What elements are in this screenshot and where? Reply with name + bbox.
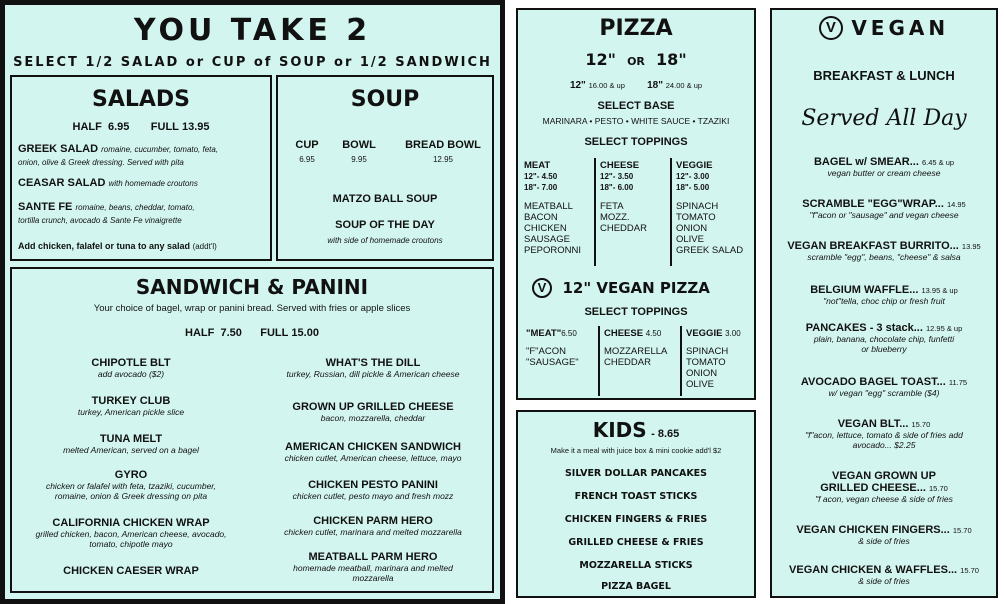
sandwich-california-chicken-wrap: CALIFORNIA CHICKEN WRAP grilled chicken, bacon, American cheese, avocado, tomato, chipotle mayo bbox=[35, 517, 227, 549]
soup-of-the-day-desc: with side of homemade croutons bbox=[327, 236, 443, 245]
vegan-breakfast-burrito: VEGAN BREAKFAST BURRITO... 13.95 scramble "egg", beans, "cheese" & salsa bbox=[787, 240, 981, 262]
vegan-pizza-col-meat: "MEAT"6.50 "F"ACON "SAUSAGE" bbox=[526, 328, 579, 368]
sandwich-whats-the-dill: WHAT'S THE DILL turkey, Russian, dill pickle & American cheese bbox=[286, 357, 460, 379]
soup-matzo-ball: MATZO BALL SOUP bbox=[332, 193, 438, 205]
sandwich-grown-up-grilled-cheese: GROWN UP GRILLED CHEESE bacon, mozzarella, cheddar bbox=[292, 401, 454, 423]
pizza-bases: MARINARA • PESTO • WHITE SAUCE • TZAZIKI bbox=[542, 116, 730, 126]
vegan-grown-up-grilled-cheese: VEGAN GROWN UP GRILLED CHEESE... 15.70 "f acon, vegan cheese & side of fries bbox=[815, 470, 953, 504]
sandwich-chicken-parm-hero: CHICKEN PARM HERO chicken cutlet, marinara and melted mozzarella bbox=[284, 515, 462, 537]
salad-item-sante-fe: SANTE FE romaine, beans, cheddar, tomato, tortilla crunch, avocado & Sante Fe vinaigrette bbox=[18, 201, 195, 225]
kids-item: GRILLED CHEESE & FRIES bbox=[568, 537, 704, 548]
vegan-heading: V VEGAN bbox=[772, 16, 996, 40]
soup-of-the-day: SOUP OF THE DAY bbox=[335, 219, 435, 231]
vegan-v-icon: V bbox=[532, 278, 552, 298]
you-take-2-subtitle: SELECT 1/2 SALAD or CUP of SOUP or 1/2 SANDWICH bbox=[13, 55, 492, 70]
salad-addon: Add chicken, falafel or tuna to any salad (addt'l) bbox=[18, 241, 217, 251]
sandwich-turkey-club: TURKEY CLUB turkey, American pickle slice bbox=[77, 395, 185, 417]
sandwich-meatball-parm-hero: MEATBALL PARM HERO homemade meatball, marinara and melted mozzarella bbox=[293, 551, 453, 583]
sandwich-prices: HALF 7.50 FULL 15.00 bbox=[185, 327, 319, 339]
salads-box bbox=[10, 75, 272, 261]
pizza-col-veggie: VEGGIE 12"- 3.00 18"- 5.00 SPINACH TOMATO ONION OLIVE GREEK SALAD bbox=[676, 160, 744, 256]
vegan-bagel-smear: BAGEL w/ SMEAR... 6.45 & up vegan butter or cream cheese bbox=[813, 156, 955, 178]
pizza-size-prices: 12" 16.00 & up 18" 24.00 & up bbox=[569, 80, 703, 91]
kids-item: MOZZARELLA STICKS bbox=[579, 560, 693, 571]
pizza-base-title: SELECT BASE bbox=[597, 100, 675, 112]
soup-size-cup: CUP 6.95 bbox=[295, 139, 319, 164]
kids-item: CHICKEN FINGERS & FRIES bbox=[564, 514, 708, 525]
pizza-sizes-heading: 12" OR 18" bbox=[585, 50, 687, 69]
soup-title: SOUP bbox=[350, 87, 420, 112]
pizza-col-cheese: CHEESE 12"- 3.50 18"- 6.00 FETA MOZZ. CHEDDAR bbox=[600, 160, 647, 234]
sandwich-american-chicken: AMERICAN CHICKEN SANDWICH chicken cutlet, American cheese, lettuce, mayo bbox=[284, 441, 462, 463]
pizza-col-meat: MEAT 12"- 4.50 18"- 7.00 MEATBALL BACON CHICKEN SAUSAGE PEPORONNI bbox=[524, 160, 582, 256]
soup-size-bread-bowl: BREAD BOWL 12.95 bbox=[405, 139, 481, 164]
pizza-toppings-title: SELECT TOPPINGS bbox=[584, 136, 688, 148]
pizza-title: PIZZA bbox=[599, 16, 673, 41]
you-take-2-title: YOU TAKE 2 bbox=[133, 13, 372, 48]
soup-box bbox=[276, 75, 494, 261]
kids-panel bbox=[516, 410, 756, 598]
sandwich-tuna-melt: TUNA MELT melted American, served on a bagel bbox=[63, 433, 199, 455]
vegan-pizza-col-sep-1 bbox=[598, 326, 600, 396]
vegan-pizza-heading: V 12" VEGAN PIZZA bbox=[532, 278, 752, 298]
vegan-blt: VEGAN BLT... 15.70 "f"acon, lettuce, tomato & side of fries add avocado... $2.25 bbox=[805, 418, 963, 450]
vegan-v-icon: V bbox=[819, 16, 843, 40]
vegan-chicken-waffles: VEGAN CHICKEN & WAFFLES... 15.70 & side of fries bbox=[789, 564, 979, 586]
pizza-col-sep-1 bbox=[594, 158, 596, 266]
sandwich-chicken-caeser-wrap: CHICKEN CAESER WRAP bbox=[63, 565, 199, 577]
sandwich-chicken-pesto-panini: CHICKEN PESTO PANINI chicken cutlet, pesto mayo and fresh mozz bbox=[292, 479, 454, 501]
kids-item: FRENCH TOAST STICKS bbox=[574, 491, 698, 502]
vegan-avocado-bagel-toast: AVOCADO BAGEL TOAST... 11.75 w/ vegan "egg" scramble ($4) bbox=[800, 376, 968, 398]
vegan-subtitle: BREAKFAST & LUNCH bbox=[813, 68, 955, 83]
vegan-pizza-col-sep-2 bbox=[680, 326, 682, 396]
kids-item: SILVER DOLLAR PANCAKES bbox=[564, 468, 708, 479]
soup-size-bowl: BOWL 9.95 bbox=[342, 139, 376, 164]
vegan-pancakes: PANCAKES - 3 stack... 12.95 & up plain, banana, chocolate chip, funfetti or blueberry bbox=[805, 322, 963, 354]
vegan-served-all-day: Served All Day bbox=[801, 106, 967, 131]
vegan-chicken-fingers: VEGAN CHICKEN FINGERS... 15.70 & side of fries bbox=[796, 524, 972, 546]
vegan-pizza-toppings-title: SELECT TOPPINGS bbox=[584, 306, 688, 318]
salads-prices: HALF 6.95 FULL 13.95 bbox=[72, 121, 210, 133]
kids-item: PIZZA BAGEL bbox=[601, 581, 671, 592]
salad-item-greek: GREEK SALAD romaine, cucumber, tomato, feta, onion, olive & Greek dressing. Served with pita bbox=[18, 143, 219, 167]
salads-title: SALADS bbox=[91, 87, 191, 112]
sandwich-title: SANDWICH & PANINI bbox=[135, 275, 369, 299]
vegan-belgium-waffle: BELGIUM WAFFLE... 13.95 & up "not"tella, choc chip or fresh fruit bbox=[810, 284, 958, 306]
sandwich-box bbox=[10, 267, 494, 593]
sandwich-intro: Your choice of bagel, wrap or panini bread. Served with fries or apple slices bbox=[93, 303, 411, 314]
vegan-scramble-egg-wrap: SCRAMBLE "EGG"WRAP... 14.95 "f"acon or "sausage" and vegan cheese bbox=[802, 198, 966, 220]
kids-heading: KIDS - 8.65 bbox=[592, 418, 680, 442]
vegan-pizza-col-cheese: CHEESE 4.50 MOZZARELLA CHEDDAR bbox=[604, 328, 668, 368]
sandwich-chipotle-blt: CHIPOTLE BLT add avocado ($2) bbox=[91, 357, 171, 379]
vegan-panel bbox=[770, 8, 998, 598]
vegan-pizza-col-veggie: VEGGIE 3.00 SPINACH TOMATO ONION OLIVE bbox=[686, 328, 741, 390]
sandwich-gyro: GYRO chicken or falafel with feta, tzaziki, cucumber, romaine, onion & Greek dressing on pita bbox=[45, 469, 217, 501]
salad-item-caesar: CEASAR SALAD with homemade croutons bbox=[18, 177, 198, 189]
pizza-panel bbox=[516, 8, 756, 400]
pizza-col-sep-2 bbox=[670, 158, 672, 266]
kids-note: Make it a meal with juice box & mini cookie add'l $2 bbox=[550, 446, 722, 455]
